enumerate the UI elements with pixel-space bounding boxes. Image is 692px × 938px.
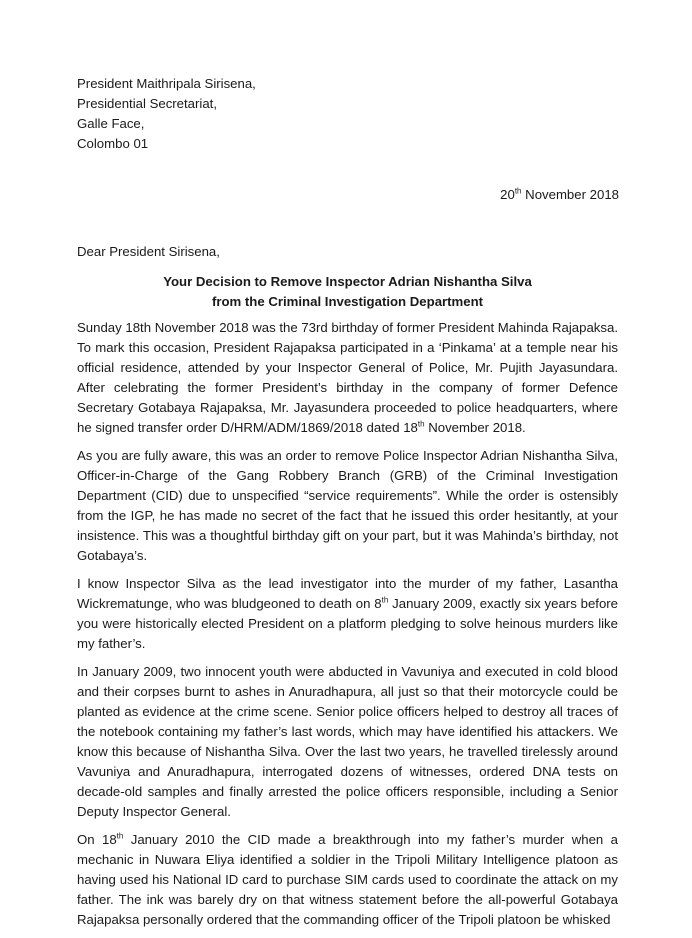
letter-body: [77, 318, 618, 938]
paragraph-text: January 2010 the CID made a breakthrough into my father’s murder when a mechanic in Nuwara Eliya identified a soldier in the Tripoli Military Intelligence platoon as having used his National ID card to purchase SIM cards used to coordinate the attack on my father. The ink was barely dry on that witness statement before the all-powerful Gotabaya Rajapaksa personally ordered that the commanding officer of the Tripoli platoon be whisked: [77, 832, 618, 927]
paragraph-text: On 18: [77, 832, 117, 847]
paragraph: In January 2009, two innocent youth were abducted in Vavuniya and executed in cold blood and their corpses burnt to ashes in Anuradhapura, all just so that their motorcycle could be planted as evidence at the crime scene. Senior police officers helped to destroy all traces of the notebook containing my father’s last words, which may have identified his attackers. We know this because of Nishantha Silva. Over the last two years, he travelled tirelessly around Vavuniya and Anuradhapura, interrogated dozens of witnesses, ordered DNA tests on decade-old samples and finally arrested the police officers responsible, including a Senior Deputy Inspector General.: [77, 664, 618, 819]
recipient-address: [77, 74, 256, 154]
address-line: President Maithripala Sirisena,: [77, 76, 256, 91]
address-line: Presidential Secretariat,: [77, 96, 218, 111]
date-suffix: th: [514, 186, 522, 196]
ordinal-suffix: th: [381, 595, 389, 605]
salutation: Dear President Sirisena,: [77, 244, 220, 259]
ordinal-suffix: th: [417, 419, 425, 429]
paragraph: As you are fully aware, this was an order to remove Police Inspector Adrian Nishantha Silva, Officer-in-Charge of the Gang Robbery Branch (GRB) of the Criminal Investigation Department (CID) due to unspecified “service requirements”. While the order is ostensibly from the IGP, he has made no secret of the fact that he issued this order hesitantly, at your insistence. This was a thoughtful birthday gift on your part, but it was Mahinda’s birthday, not Gotabaya’s.: [77, 448, 618, 563]
address-line: Colombo 01: [77, 136, 149, 151]
paragraph-text: January 2009, exactly six years before you were historically elected President on a platform pledging to solve heinous murders like my father’s.: [77, 596, 619, 651]
address-line: Galle Face,: [77, 116, 145, 131]
paragraph-text: I know Inspector Silva as the lead investigator into the murder of my father, Lasantha Wickrematunge, who was bludgeoned to death on 8: [77, 576, 618, 611]
ordinal-suffix: th: [116, 831, 124, 841]
subject-heading: [77, 272, 618, 312]
date-day: 20: [500, 187, 515, 202]
subject-line: from the Criminal Investigation Department: [211, 294, 484, 309]
paragraph-text: November 2018.: [424, 420, 526, 435]
letter-date: [500, 185, 619, 205]
subject-line: Your Decision to Remove Inspector Adrian Nishantha Silva: [163, 274, 532, 289]
date-month-year: November 2018: [521, 187, 619, 202]
paragraph: [77, 318, 618, 438]
paragraph-text: Sunday 18th November 2018 was the 73rd birthday of former President Mahinda Rajapaksa. To mark this occasion, President Rajapaksa participated in a ‘Pinkama’ at a temple near his official residence, attended by your Inspector General of Police, Mr. Pujith Jayasundara. After celebrating the former President’s birthday in the company of former Defence Secretary Gotabaya Rajapaksa, Mr. Jayasundera proceeded to police headquarters, where he signed transfer order D/HRM/ADM/1869/2018 dated 18: [77, 320, 618, 435]
paragraph: [77, 830, 618, 930]
paragraph: [77, 574, 618, 654]
